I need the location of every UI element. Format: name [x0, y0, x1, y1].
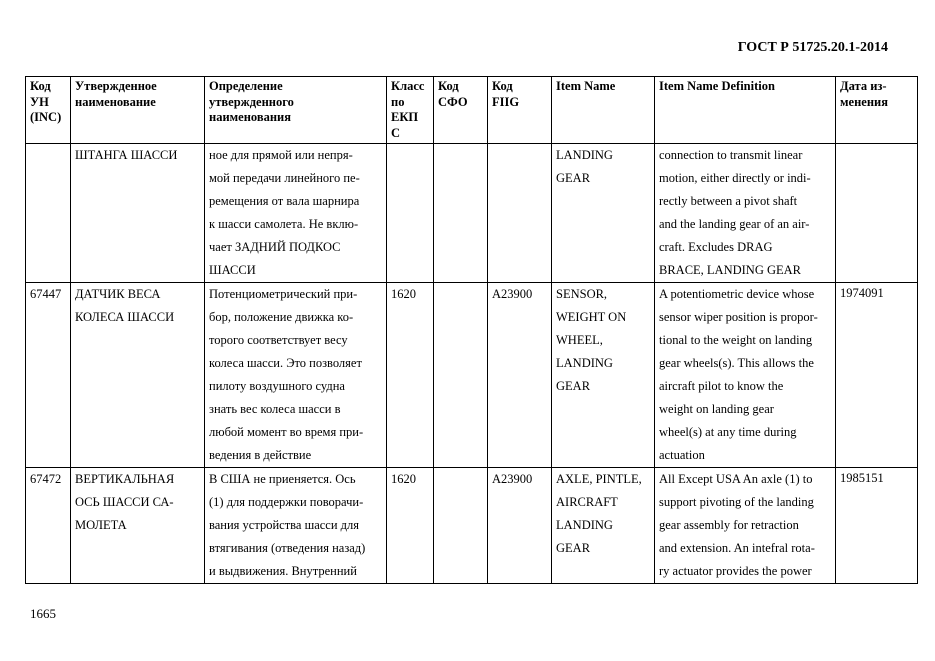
cell-approved-name: ВЕРТИКАЛЬНАЯ ОСЬ ШАССИ СА- МОЛЕТА [71, 468, 205, 584]
header-sfo: Код СФО [434, 77, 488, 144]
header-definition: Определение утвержденного наименования [205, 77, 387, 144]
cell-approved-name: ШТАНГА ШАССИ [71, 144, 205, 283]
cell-item-name-definition: A potentiometric device whose sensor wiper position is propor- tional to the weight on landing gear wheels(s). This allows the aircraft pilot to know the weight on landing gear wheel(s) at any time during actuation [655, 283, 836, 468]
cell-item-name: SENSOR, WEIGHT ON WHEEL, LANDING GEAR [552, 283, 655, 468]
cell-change-date [836, 144, 918, 283]
header-item-name-definition: Item Name Definition [655, 77, 836, 144]
cell-approved-name: ДАТЧИК ВЕСА КОЛЕСА ШАССИ [71, 283, 205, 468]
table-row [26, 468, 918, 584]
cell-class [387, 144, 434, 283]
page-number: 1665 [30, 606, 56, 621]
cell-change-date: 1985151 [836, 468, 918, 584]
table-header-row [26, 77, 918, 144]
table-row [26, 144, 918, 283]
cell-fiig [488, 144, 552, 283]
table-row [26, 283, 918, 468]
cell-inc [26, 144, 71, 283]
cell-sfo [434, 144, 488, 283]
cell-item-name: LANDING GEAR [552, 144, 655, 283]
cell-inc: 67447 [26, 283, 71, 468]
cell-change-date: 1974091 [836, 283, 918, 468]
cell-item-name: AXLE, PINTLE, AIRCRAFT LANDING GEAR [552, 468, 655, 584]
header-class: Класс по ЕКП С [387, 77, 434, 144]
cell-fiig: A23900 [488, 468, 552, 584]
header-change-date: Дата из- менения [836, 77, 918, 144]
cell-item-name-definition: connection to transmit linear motion, either directly or indi- rectly between a pivot shaft and the landing gear of an air- craft. Excludes DRAG BRACE, LANDING GEAR [655, 144, 836, 283]
cell-sfo [434, 468, 488, 584]
header-item-name: Item Name [552, 77, 655, 144]
cell-class: 1620 [387, 468, 434, 584]
cell-definition: Потенциометрический при- бор, положение движка ко- торого соответствует весу колеса шасси. Это позволяет пилоту воздушного судна знать вес колеса шасси в любой момент во время при- ведения в действие [205, 283, 387, 468]
cell-definition: В США не приеняется. Ось (1) для поддержки поворачи- вания устройства шасси для втягивания (отведения назад) и выдвижения. Внутренний [205, 468, 387, 584]
document-code: ГОСТ Р 51725.20.1-2014 [737, 40, 888, 55]
cell-definition: ное для прямой или непря- мой передачи линейного пе- ремещения от вала шарнира к шасси самолета. Не вклю- чает ЗАДНИЙ ПОДКОС ШАССИ [205, 144, 387, 283]
nomenclature-table [25, 76, 918, 584]
cell-item-name-definition: All Except USA An axle (1) to support pivoting of the landing gear assembly for retraction and extension. An intefral rota- ry actuator provides the power [655, 468, 836, 584]
cell-inc: 67472 [26, 468, 71, 584]
cell-sfo [434, 283, 488, 468]
header-approved-name: Утвержденное наименование [71, 77, 205, 144]
cell-class: 1620 [387, 283, 434, 468]
cell-fiig: A23900 [488, 283, 552, 468]
header-fiig: Код FIIG [488, 77, 552, 144]
header-inc: Код УН (INC) [26, 77, 71, 144]
